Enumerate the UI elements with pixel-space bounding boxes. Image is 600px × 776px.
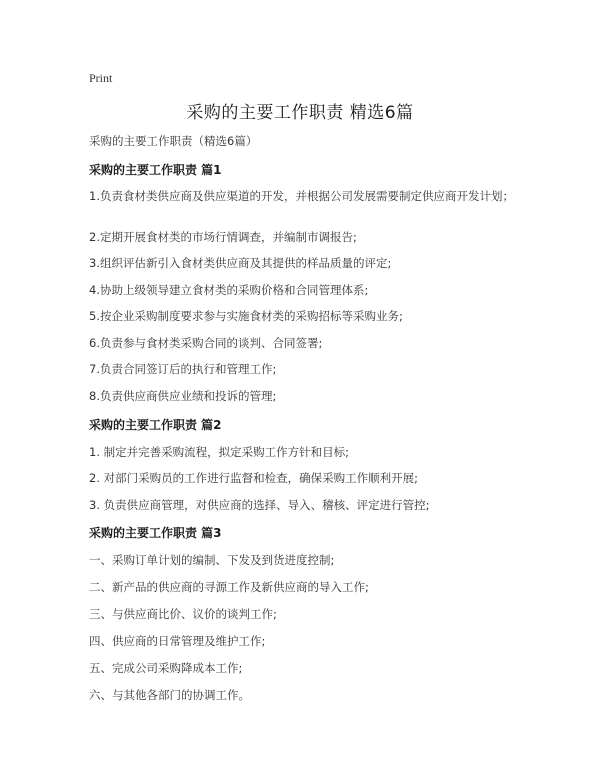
section-heading-3: 采购的主要工作职责 篇3 bbox=[89, 526, 222, 540]
section-3-item-4: 四、供应商的日常管理及维护工作; bbox=[89, 634, 266, 648]
section-3-item-1: 一、采购订单计划的编制、下发及到货进度控制; bbox=[89, 553, 335, 567]
print-label: Print bbox=[89, 71, 113, 85]
section-1-item-1: 1.负责食材类供应商及供应渠道的开发，并根据公司发展需要制定供应商开发计划； bbox=[89, 189, 514, 203]
section-1-item-4: 4.协助上级领导建立食材类的采购价格和合同管理体系; bbox=[89, 283, 369, 297]
document-subtitle: 采购的主要工作职责（精选6篇） bbox=[89, 134, 258, 148]
section-1-item-8: 8.负责供应商供应业绩和投诉的管理; bbox=[89, 389, 277, 403]
section-1-item-6: 6.负责参与食材类采购合同的谈判、合同签署; bbox=[89, 336, 323, 350]
section-1-item-3: 3.组织评估新引入食材类供应商及其提供的样品质量的评定; bbox=[89, 256, 392, 270]
section-1-item-5: 5.按企业采购制度要求参与实施食材类的采购招标等采购业务; bbox=[89, 309, 403, 323]
section-3-item-5: 五、完成公司采购降成本工作; bbox=[89, 661, 243, 675]
section-3-item-2: 二、新产品的供应商的寻源工作及新供应商的导入工作; bbox=[89, 580, 369, 594]
section-2-item-1: 1. 制定并完善采购流程，拟定采购工作方针和目标; bbox=[89, 445, 349, 459]
section-3-item-3: 三、与供应商比价、议价的谈判工作; bbox=[89, 607, 277, 621]
document-title: 采购的主要工作职责 精选6篇 bbox=[186, 103, 414, 123]
section-1-item-7: 7.负责合同签订后的执行和管理工作; bbox=[89, 362, 277, 376]
section-1-item-2: 2.定期开展食材类的市场行情调查，并编制市调报告; bbox=[89, 230, 357, 244]
section-2-item-3: 3. 负责供应商管理，对供应商的选择、导入、稽核、评定进行管控; bbox=[89, 498, 430, 512]
section-3-item-6: 六、与其他各部门的协调工作。 bbox=[89, 688, 250, 702]
section-2-item-2: 2. 对部门采购员的工作进行监督和检查，确保采购工作顺利开展; bbox=[89, 471, 418, 485]
section-heading-1: 采购的主要工作职责 篇1 bbox=[89, 163, 222, 177]
section-heading-2: 采购的主要工作职责 篇2 bbox=[89, 418, 222, 432]
